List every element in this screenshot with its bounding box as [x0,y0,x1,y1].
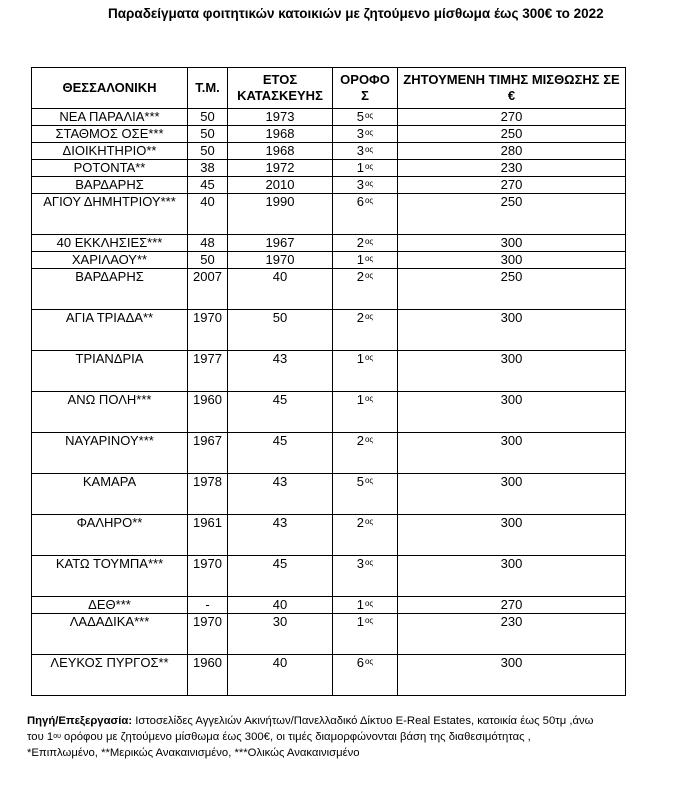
cell-area: ΒΑΡΔΑΡΗΣ [32,269,188,310]
cell-year: 40 [228,597,333,614]
cell-sqm: 50 [188,252,228,269]
floor-number: 3 [356,177,364,192]
cell-floor [333,194,398,235]
floor-number: 2 [356,310,364,325]
cell-price: 300 [398,310,626,351]
floor-suffix: ος [364,162,374,171]
cell-price: 280 [398,143,626,160]
cell-sqm: 38 [188,160,228,177]
floor-number: 1 [356,597,364,612]
cell-floor [333,515,398,556]
floor-number: 1 [356,252,364,267]
cell-price: 300 [398,235,626,252]
cell-price: 300 [398,474,626,515]
floor-suffix: ος [364,435,374,444]
cell-sqm: 1960 [188,655,228,696]
table-row [32,556,626,597]
cell-price: 300 [398,351,626,392]
cell-area: ΑΓΙΑ ΤΡΙΑΔΑ** [32,310,188,351]
page-title: Παραδείγματα φοιτητικών κατοικιών με ζητούμενο μίσθωμα έως 300€ το 2022 [108,6,604,21]
header-area: ΘΕΣΣΑΛΟΝΙΚΗ [32,68,188,109]
cell-floor [333,269,398,310]
cell-sqm: - [188,597,228,614]
table-row [32,655,626,696]
rentals-table [31,67,626,696]
floor-number: 3 [356,126,364,141]
legend-line: *Επιπλωμένο, **Μερικώς Ανακαινισμένο, ***Ολικώς Ανακαινισμένο [27,747,360,759]
floor-number: 3 [356,143,364,158]
cell-year: 1968 [228,143,333,160]
cell-area: ΡΟΤΟΝΤΑ** [32,160,188,177]
table-row [32,614,626,655]
cell-price: 300 [398,433,626,474]
table-row [32,392,626,433]
table-row [32,194,626,235]
cell-price: 250 [398,269,626,310]
table-row [32,433,626,474]
cell-sqm: 1970 [188,310,228,351]
cell-floor [333,556,398,597]
cell-price: 230 [398,614,626,655]
table-row [32,310,626,351]
floor-suffix: ος [364,558,374,567]
floor-number: 6 [356,655,364,670]
cell-year: 1973 [228,109,333,126]
header-sqm: Τ.Μ. [188,68,228,109]
cell-year: 43 [228,351,333,392]
table-body [32,109,626,696]
cell-area: ΚΑΤΩ ΤΟΥΜΠΑ*** [32,556,188,597]
cell-sqm: 1970 [188,614,228,655]
floor-number: 2 [356,515,364,530]
header-floor: ΟΡΟΦΟ Σ [333,68,398,109]
cell-price: 300 [398,556,626,597]
floor-suffix: ος [364,312,374,321]
cell-year: 50 [228,310,333,351]
table-row [32,160,626,177]
cell-sqm: 50 [188,126,228,143]
cell-floor [333,433,398,474]
cell-sqm: 1960 [188,392,228,433]
source-label: Πηγή/Επεξεργασία: [27,715,133,727]
cell-floor [333,143,398,160]
cell-area: ΦΑΛΗΡΟ** [32,515,188,556]
cell-area: ΑΓΙΟΥ ΔΗΜΗΤΡΙΟΥ*** [32,194,188,235]
floor-suffix: ος [364,254,374,263]
cell-floor [333,177,398,194]
cell-year: 45 [228,433,333,474]
cell-area: ΣΤΑΘΜΟΣ ΟΣΕ*** [32,126,188,143]
table-row [32,597,626,614]
cell-year: 45 [228,392,333,433]
floor-number: 1 [356,614,364,629]
table-row [32,474,626,515]
cell-sqm: 50 [188,143,228,160]
cell-area: ΔΙΟΙΚΗΤΗΡΙΟ** [32,143,188,160]
floor-number: 5 [356,474,364,489]
table-row [32,143,626,160]
cell-year: 1967 [228,235,333,252]
table-header-row [32,68,626,109]
table-row [32,252,626,269]
cell-sqm: 1961 [188,515,228,556]
cell-sqm: 48 [188,235,228,252]
cell-area: ΒΑΡΔΑΡΗΣ [32,177,188,194]
floor-number: 6 [356,194,364,209]
floor-suffix: ος [364,128,374,137]
cell-year: 1972 [228,160,333,177]
cell-area: ΛΕΥΚΟΣ ΠΥΡΓΟΣ** [32,655,188,696]
cell-floor [333,614,398,655]
floor-number: 3 [356,556,364,571]
cell-floor [333,474,398,515]
floor-suffix: ος [364,616,374,625]
cell-year: 43 [228,515,333,556]
cell-year: 40 [228,655,333,696]
table-row [32,351,626,392]
cell-sqm: 1967 [188,433,228,474]
cell-sqm: 1970 [188,556,228,597]
cell-sqm: 1978 [188,474,228,515]
floor-suffix: ος [364,111,374,120]
cell-sqm: 50 [188,109,228,126]
cell-area: ΝΑΥΑΡΙΝΟΥ*** [32,433,188,474]
floor-suffix: ος [364,599,374,608]
cell-floor [333,235,398,252]
table-row [32,126,626,143]
cell-price: 270 [398,597,626,614]
cell-year: 40 [228,269,333,310]
source-text-2b: ορόφου με ζητούμενο μίσθωμα έως 300€, οι τιμές διαμορφώνονται βάση της διαθεσιμότητας , [60,731,531,743]
cell-floor [333,655,398,696]
floor-suffix: ος [364,271,374,280]
cell-year: 45 [228,556,333,597]
floor-number: 2 [356,235,364,250]
cell-floor [333,310,398,351]
table-row [32,269,626,310]
source-line-1 [27,713,657,729]
floor-suffix: ος [364,476,374,485]
floor-suffix: ος [364,353,374,362]
cell-price: 230 [398,160,626,177]
cell-price: 250 [398,126,626,143]
table-row [32,177,626,194]
cell-area: ΝΕΑ ΠΑΡΑΛΙΑ*** [32,109,188,126]
cell-area: ΑΝΩ ΠΟΛΗ*** [32,392,188,433]
cell-area: ΛΑΔΑΔΙΚΑ*** [32,614,188,655]
floor-suffix: ος [364,517,374,526]
source-text-1: Ιστοσελίδες Αγγελιών Ακινήτων/Πανελλαδικό Δίκτυο E-Real Estates, κατοικία έως 50τμ ,άνω [132,715,594,727]
cell-area: 40 ΕΚΚΛΗΣΙΕΣ*** [32,235,188,252]
cell-sqm: 45 [188,177,228,194]
table-row [32,235,626,252]
cell-area: ΔΕΘ*** [32,597,188,614]
floor-number: 1 [356,160,364,175]
floor-suffix: ος [364,237,374,246]
cell-floor [333,597,398,614]
cell-floor [333,392,398,433]
cell-area: ΚΑΜΑΡΑ [32,474,188,515]
floor-number: 1 [356,392,364,407]
floor-suffix: ος [364,394,374,403]
cell-price: 300 [398,515,626,556]
cell-year: 1968 [228,126,333,143]
floor-suffix: ος [364,145,374,154]
cell-year: 43 [228,474,333,515]
cell-price: 300 [398,252,626,269]
floor-number: 2 [356,269,364,284]
cell-floor [333,126,398,143]
cell-floor [333,351,398,392]
header-price: ΖΗΤΟΥΜΕΝΗ ΤΙΜΗΣ ΜΙΣΘΩΣΗΣ ΣΕ € [398,68,626,109]
table-row [32,109,626,126]
cell-sqm: 1977 [188,351,228,392]
cell-sqm: 2007 [188,269,228,310]
cell-year: 1990 [228,194,333,235]
cell-price: 250 [398,194,626,235]
floor-number: 5 [356,109,364,124]
cell-price: 270 [398,177,626,194]
cell-area: ΤΡΙΑΝΔΡΙΑ [32,351,188,392]
cell-price: 270 [398,109,626,126]
floor-suffix: ος [364,179,374,188]
header-year: ΕΤΟΣ ΚΑΤΑΣΚΕΥΗΣ [228,68,333,109]
cell-year: 1970 [228,252,333,269]
cell-sqm: 40 [188,194,228,235]
cell-price: 300 [398,655,626,696]
floor-number: 1 [356,351,364,366]
cell-price: 300 [398,392,626,433]
source-line-2 [27,729,657,745]
cell-year: 30 [228,614,333,655]
table-row [32,515,626,556]
source-note [27,713,657,761]
cell-area: ΧΑΡΙΛΑΟΥ** [32,252,188,269]
source-text-2-sup: ου [53,733,61,740]
cell-floor [333,109,398,126]
floor-number: 2 [356,433,364,448]
cell-year: 2010 [228,177,333,194]
cell-floor [333,252,398,269]
source-text-2a: του 1 [27,731,54,743]
floor-suffix: ος [364,657,374,666]
floor-suffix: ος [364,196,374,205]
cell-floor [333,160,398,177]
